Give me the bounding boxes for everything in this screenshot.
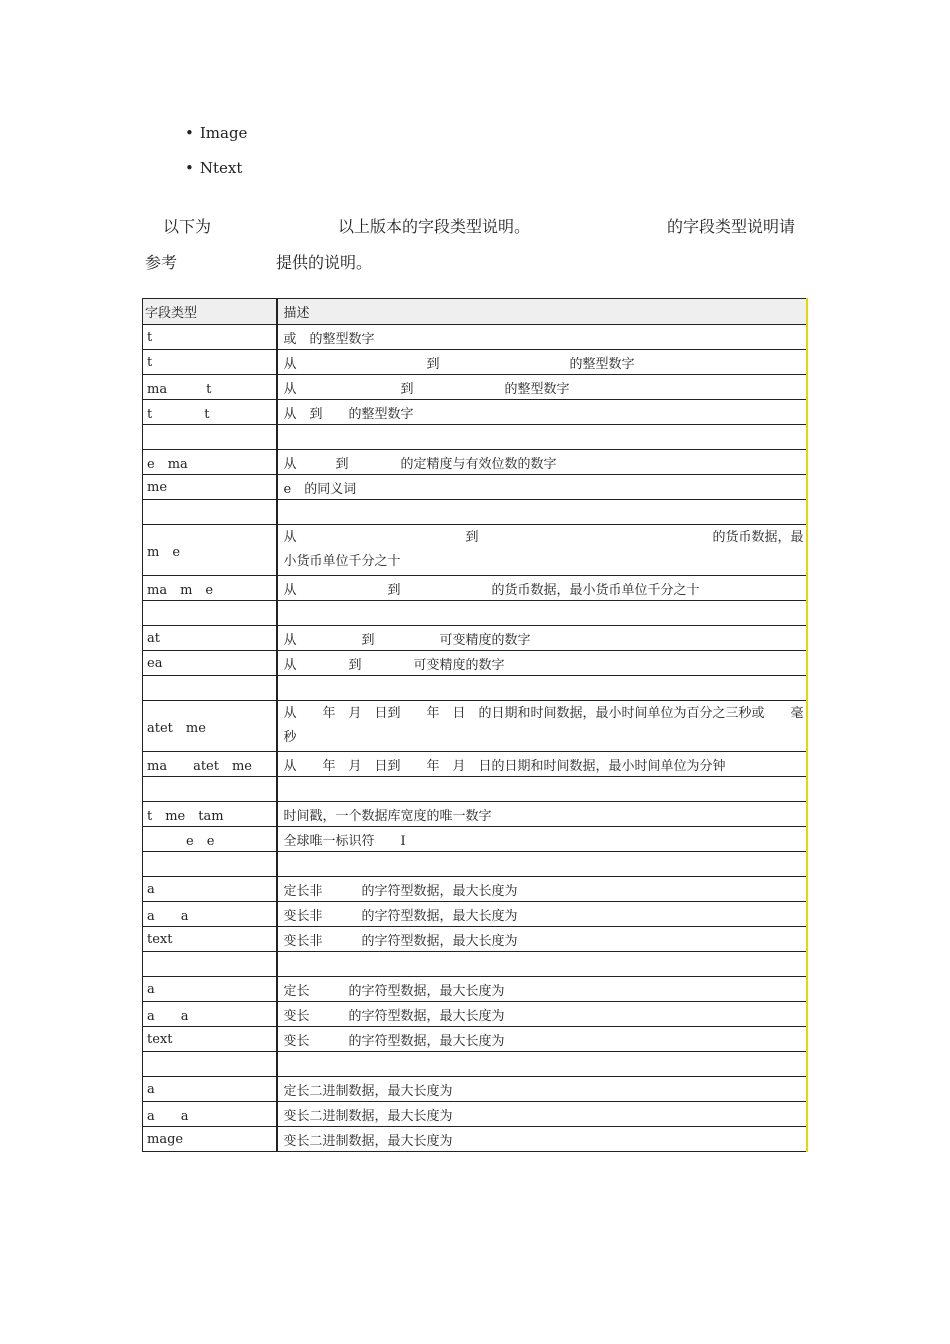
field-type-cell: e ma <box>143 450 277 475</box>
field-type-cell: mage <box>143 1127 277 1152</box>
description-cell: 全球唯一标识符 I <box>277 827 808 852</box>
field-type-cell <box>143 852 277 877</box>
table-row <box>143 902 808 927</box>
description-cell: 定长二进制数据，最大长度为 <box>277 1077 808 1102</box>
field-type-cell: a a <box>143 902 277 927</box>
table-row <box>143 676 808 701</box>
intro-fragment: 以上版本的字段类型说明。 <box>338 217 531 236</box>
field-type-cell: a <box>143 977 277 1002</box>
field-type-cell: t t <box>143 400 277 425</box>
field-type-cell <box>143 777 277 802</box>
description-cell <box>277 777 808 802</box>
field-type-cell <box>143 1052 277 1077</box>
table-row <box>143 626 808 651</box>
description-cell: 从 到 的定精度与有效位数的数字 <box>277 450 808 475</box>
description-cell: 从 年 月 日到 年 日 的日期和时间数据，最小时间单位为百分之三秒或 毫秒 <box>277 701 808 752</box>
field-type-cell <box>143 676 277 701</box>
description-cell: 变长非 的字符型数据，最大长度为 <box>277 927 808 952</box>
field-type-cell: text <box>143 927 277 952</box>
table-row <box>143 852 808 877</box>
table-row <box>143 827 808 852</box>
description-cell: 变长非 的字符型数据，最大长度为 <box>277 902 808 927</box>
bullet-item-ntext: • Ntext <box>185 159 243 177</box>
intro-line-1 <box>145 208 810 244</box>
table-row <box>143 1002 808 1027</box>
field-type-cell: e e <box>143 827 277 852</box>
description-cell <box>277 1052 808 1077</box>
description-cell <box>277 676 808 701</box>
bullet-dot-icon: • <box>185 159 194 177</box>
field-type-cell: ma atet me <box>143 752 277 777</box>
table-row <box>143 576 808 601</box>
description-cell: 变长二进制数据，最大长度为 <box>277 1127 808 1152</box>
table-row <box>143 525 808 576</box>
table-row <box>143 701 808 752</box>
intro-line-2 <box>145 244 810 280</box>
table-row <box>143 1127 808 1152</box>
table-row <box>143 375 808 400</box>
description-cell <box>277 952 808 977</box>
description-cell: 定长 的字符型数据，最大长度为 <box>277 977 808 1002</box>
table-row <box>143 500 808 525</box>
description-cell: e 的同义词 <box>277 475 808 500</box>
field-type-cell: at <box>143 626 277 651</box>
table-row <box>143 952 808 977</box>
table-row <box>143 425 808 450</box>
description-cell: 或 的整型数字 <box>277 325 808 350</box>
header-field-type: 字段类型 <box>143 299 277 325</box>
bullet-list <box>185 120 247 190</box>
table-row <box>143 325 808 350</box>
description-cell: 变长 的字符型数据，最大长度为 <box>277 1027 808 1052</box>
description-cell: 定长非 的字符型数据，最大长度为 <box>277 877 808 902</box>
field-type-cell: t <box>143 325 277 350</box>
field-type-cell: atet me <box>143 701 277 752</box>
description-cell: 从 年 月 日到 年 月 日的日期和时间数据，最小时间单位为分钟 <box>277 752 808 777</box>
table-row <box>143 877 808 902</box>
field-type-cell: t me tam <box>143 802 277 827</box>
table-row <box>143 400 808 425</box>
field-type-cell <box>143 952 277 977</box>
description-cell: 从 到 的整型数字 <box>277 400 808 425</box>
table-row <box>143 601 808 626</box>
bullet-item-image: • Image <box>185 124 248 142</box>
intro-fragment: 参考 <box>145 253 178 272</box>
table-row <box>143 1052 808 1077</box>
field-type-cell: a <box>143 1077 277 1102</box>
description-cell <box>277 852 808 877</box>
table-row <box>143 977 808 1002</box>
description-cell <box>277 601 808 626</box>
description-cell: 时间戳，一个数据库宽度的唯一数字 <box>277 802 808 827</box>
intro-fragment: 提供的说明。 <box>276 253 373 272</box>
field-type-cell <box>143 500 277 525</box>
field-type-cell: a a <box>143 1002 277 1027</box>
field-type-cell: a <box>143 877 277 902</box>
field-type-cell: m e <box>143 525 277 576</box>
table-row <box>143 350 808 375</box>
field-types-table <box>142 298 808 1152</box>
description-cell: 从 到 的货币数据，最小货币单位千分之十 <box>277 576 808 601</box>
field-type-cell: ea <box>143 651 277 676</box>
field-type-cell: a a <box>143 1102 277 1127</box>
table-body <box>143 299 808 1152</box>
field-type-cell: me <box>143 475 277 500</box>
intro-paragraph <box>145 208 810 280</box>
description-cell <box>277 500 808 525</box>
field-type-cell: ma m e <box>143 576 277 601</box>
field-type-cell <box>143 601 277 626</box>
bullet-dot-icon: • <box>185 124 194 142</box>
table-row <box>143 1102 808 1127</box>
description-cell <box>277 425 808 450</box>
description-cell: 变长 的字符型数据，最大长度为 <box>277 1002 808 1027</box>
field-type-cell: t <box>143 350 277 375</box>
intro-fragment: 以下为 <box>163 217 212 236</box>
field-type-cell: ma t <box>143 375 277 400</box>
description-cell: 从 到 的整型数字 <box>277 350 808 375</box>
intro-fragment: 的字段类型说明请 <box>667 217 796 236</box>
field-type-cell: text <box>143 1027 277 1052</box>
description-cell: 变长二进制数据，最大长度为 <box>277 1102 808 1127</box>
table-row <box>143 475 808 500</box>
table-row <box>143 777 808 802</box>
description-cell: 从 到 可变精度的数字 <box>277 626 808 651</box>
description-cell: 从 到 的整型数字 <box>277 375 808 400</box>
table-row <box>143 752 808 777</box>
table-row <box>143 450 808 475</box>
table-row <box>143 651 808 676</box>
description-cell: 从 到 可变精度的数字 <box>277 651 808 676</box>
table-row <box>143 1027 808 1052</box>
description-cell: 从 到 的货币数据，最小货币单位千分之十 <box>277 525 808 576</box>
table-row <box>143 1077 808 1102</box>
table-row <box>143 802 808 827</box>
header-description: 描述 <box>277 299 808 325</box>
field-type-cell <box>143 425 277 450</box>
table-row <box>143 927 808 952</box>
table-header-row <box>143 299 808 325</box>
